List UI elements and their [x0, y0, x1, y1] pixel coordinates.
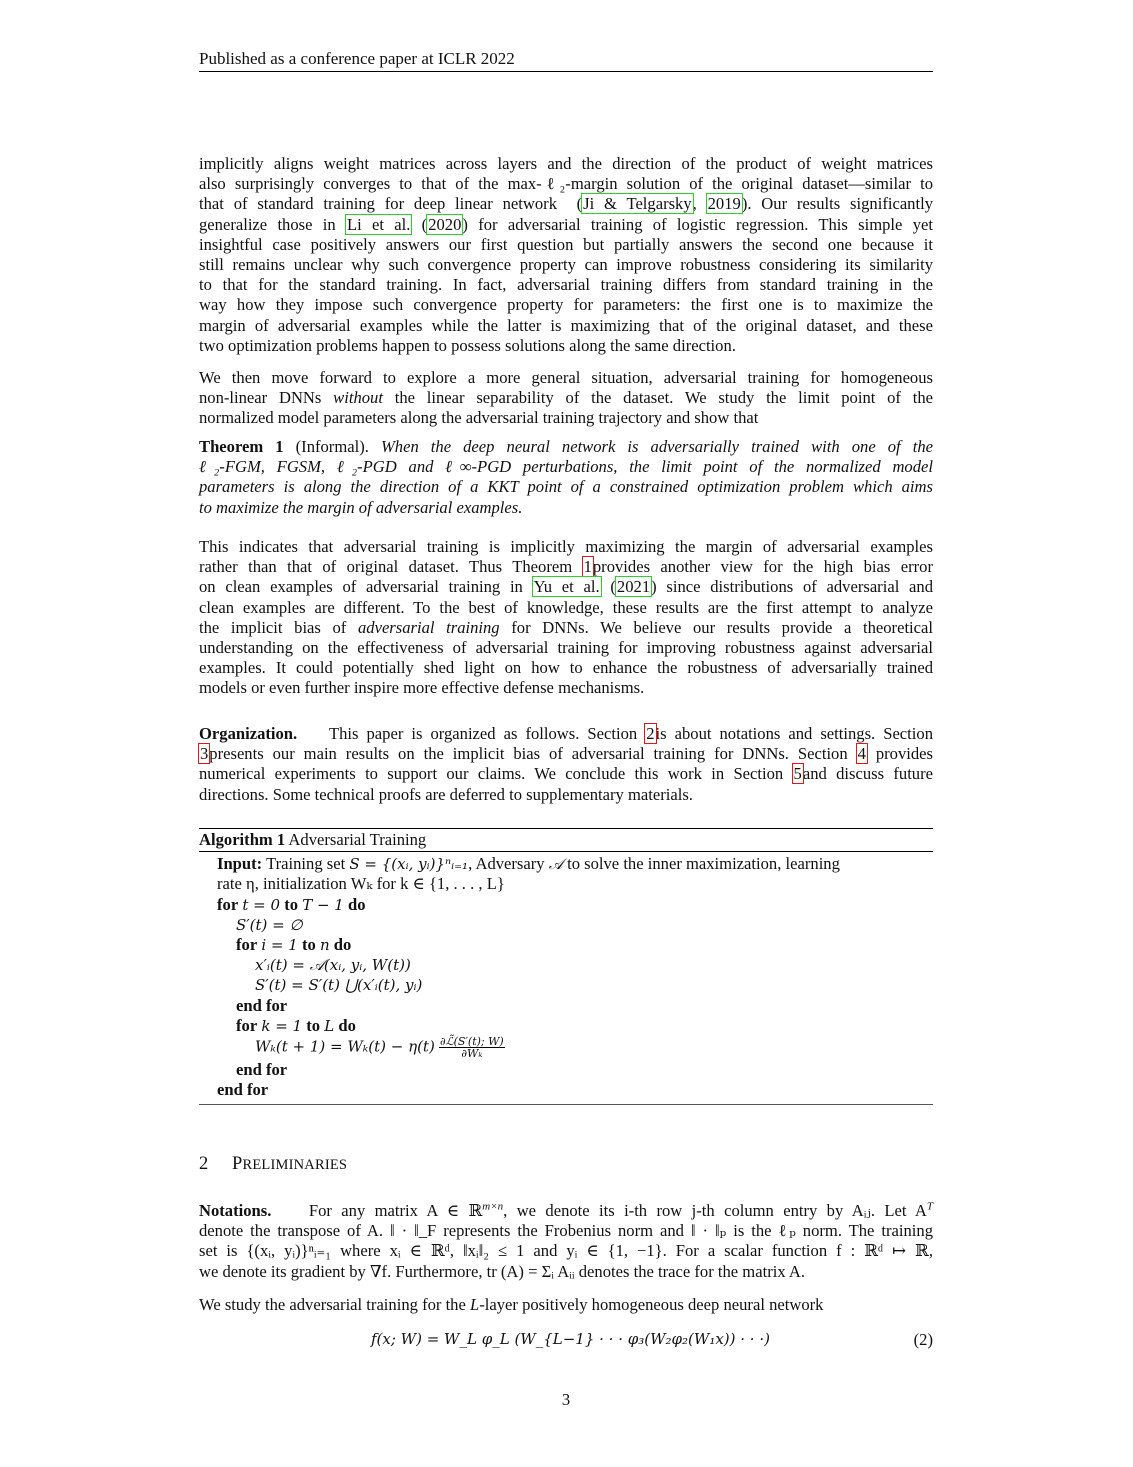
algorithm-end-for: end for	[217, 1080, 269, 1100]
algorithm-for-i: for i = 1 to n do	[236, 935, 352, 955]
theorem-ref-link[interactable]: 1	[583, 557, 592, 577]
text-line: two optimization problems happen to possess solutions along the same direction.	[199, 335, 736, 355]
text-line: Theorem 1 (Informal). When the deep neural network is adversarially trained with one of the	[199, 437, 933, 456]
equation-number: (2)	[913, 1330, 933, 1349]
text-line: set is {(xᵢ, yᵢ)}ⁿᵢ₌₁ where xᵢ ∈ ℝᵈ, ‖xᵢ‖₂ ≤ 1 and yᵢ ∈ {1, −1}. For a scalar function f : ℝᵈ ↦ ℝ,	[199, 1241, 933, 1261]
text-line: to maximize the margin of adversarial examples.	[199, 497, 523, 517]
text-line: denote the transpose of A. ‖ · ‖_F represents the Frobenius norm and ‖ · ‖ₚ is the ℓₚ norm. The training	[199, 1221, 933, 1241]
section-ref-link-5[interactable]: 5	[793, 764, 802, 784]
paragraph-label: Organization.	[199, 724, 298, 743]
text-line: examples. It could potentially shed light on how to enhance the robustness of adversarially trained	[199, 658, 933, 678]
paragraph-label: Notations.	[199, 1201, 272, 1220]
section-heading: 2 PRELIMINARIES	[199, 1154, 348, 1174]
text-line: Notations. For any matrix A ∈ ℝ$^{m\times n}$, we denote its i-th row j-th column entry by Aᵢⱼ. Let $A^T$	[199, 1200, 934, 1220]
algorithm-1	[199, 828, 933, 1105]
text-line: implicitly aligns weight matrices across layers and the direction of the product of weight matrices	[199, 154, 933, 173]
organization-paragraph	[199, 724, 933, 805]
text-line: numerical experiments to support our claims. We conclude this work in Section 5and discuss future	[199, 764, 933, 784]
text-line: We then move forward to explore a more general situation, adversarial training for homogeneous	[199, 368, 933, 387]
algorithm-input: Input: Training set S = {(xᵢ, yᵢ)}ⁿᵢ₌₁, Adversary 𝒜 to solve the inner maximization, learning	[217, 854, 840, 874]
theorem-label: Theorem 1	[199, 437, 284, 456]
text-line: non-linear DNNs without the linear separability of the dataset. We study the limit point of the	[199, 388, 933, 408]
notations-paragraph	[199, 1201, 933, 1282]
text-line: directions. Some technical proofs are deferred to supplementary materials.	[199, 784, 693, 804]
text-line: ℓ₂-FGM, FGSM, ℓ₂-PGD and ℓ∞-PGD perturbations, the limit point of the normalized model	[199, 457, 933, 477]
text-line: This indicates that adversarial training is implicitly maximizing the margin of adversarial examples	[199, 537, 933, 556]
text-line: the implicit bias of adversarial training for DNNs. We believe our results provide a theoretical	[199, 617, 934, 637]
algorithm-init-set: S′(t) = ∅	[236, 915, 303, 934]
text-line: insightful case positively answers our first question but partially answers the second one because it	[199, 234, 933, 254]
text-line: that of standard training for deep linear network (Ji & Telgarsky, 2019). Our results significantly	[199, 194, 933, 214]
algorithm-for-k: for k = 1 to L do	[236, 1015, 356, 1035]
emphasis: without	[333, 388, 383, 408]
section-ref-link-3[interactable]: 3	[200, 744, 209, 764]
section-ref-link-2[interactable]: 2	[646, 724, 655, 743]
page-number: 3	[561, 1390, 571, 1409]
equation-2	[199, 1330, 933, 1352]
text-line: normalized model parameters along the adversarial training trajectory and show that	[199, 408, 759, 428]
section-ref-link-4[interactable]: 4	[857, 744, 866, 764]
text-line: understanding on the effectiveness of adversarial training for improving robustness against adversarial	[199, 638, 933, 658]
citation-link-ji-year[interactable]: 2019	[707, 194, 741, 214]
algorithm-adv-step: x′ᵢ(t) = 𝒜(xᵢ, yᵢ, W(t))	[255, 956, 411, 975]
theorem-1	[199, 437, 933, 518]
intro-paragraph	[199, 154, 933, 356]
citation-link-li[interactable]: Li et al.	[346, 214, 411, 234]
algorithm-for-t: for t = 0 to T − 1 do	[217, 894, 366, 914]
citation-link-yu[interactable]: Yu et al.	[533, 577, 600, 597]
text-line: generalize those in Li et al. (2020) for adversarial training of logistic regression. This simple yet	[199, 214, 933, 234]
text-line: still remains unclear why such convergence property can improve robustness considering its similarity	[199, 255, 933, 275]
text-line: margin of adversarial examples while the latter is maximizing that of the original dataset, and these	[199, 315, 933, 335]
text-line: clean examples are different. To the best of knowledge, these results are the first attempt to analyze	[199, 597, 933, 617]
gradient-fraction: $\frac{\text{∂ℒ̃(S′(t); W)}}{\text{∂Wₖ}}$	[439, 1035, 504, 1061]
algorithm-end-for: end for	[236, 995, 288, 1015]
algorithm-end-for: end for	[236, 1060, 288, 1080]
general-situation-paragraph	[199, 368, 933, 429]
citation-link-ji-telgarsky[interactable]: Ji & Telgarsky	[583, 194, 692, 214]
algorithm-title: Algorithm 1 Adversarial Training	[199, 829, 933, 852]
text-line: also surprisingly converges to that of the max-ℓ₂-margin solution of the original dataset—similar to	[199, 174, 933, 194]
text-line: We study the adversarial training for the L-layer positively homogeneous deep neural network	[199, 1295, 824, 1314]
text-line: we denote its gradient by ∇f. Furthermore, tr (A) = Σᵢ Aᵢᵢ denotes the trace for the matrix A.	[199, 1261, 805, 1281]
algorithm-update-step: Wₖ(t + 1) = Wₖ(t) − η(t) $\frac{\text{∂ℒ̃(S′(t); W)}}{\text{∂Wₖ}}$	[255, 1035, 504, 1061]
implications-paragraph	[199, 537, 933, 699]
equation-body: f(x; W) = W_L φ_L (W_{L−1} · · · φ₃(W₂φ₂(W₁x)) · · ·)	[371, 1330, 770, 1348]
text-line: on clean examples of adversarial training in Yu et al. (2021) since distributions of adversarial and	[199, 577, 934, 597]
text-line: rather than that of original dataset. Thus Theorem 1provides another view for the high bias error	[199, 557, 933, 577]
running-header: Published as a conference paper at ICLR 2022	[199, 48, 933, 72]
text-line: Organization. This paper is organized as follows. Section 2is about notations and settings. Section	[199, 724, 933, 743]
text-line: 3presents our main results on the implicit bias of adversarial training for DNNs. Section 4 provides	[200, 744, 934, 764]
citation-link-li-year[interactable]: 2020	[428, 214, 462, 234]
study-paragraph	[199, 1295, 933, 1315]
algorithm-union-step: S′(t) = S′(t) ⋃(x′ᵢ(t), yᵢ)	[255, 976, 423, 995]
citation-link-yu-year[interactable]: 2021	[616, 577, 651, 597]
text-line: to that for the standard training. In fact, adversarial training differs from standard training in the	[199, 275, 933, 295]
text-line: models or even further inspire more effective defense mechanisms.	[199, 678, 645, 698]
text-line: way how they impose such convergence property for parameters: the first one is to maximize the	[199, 295, 933, 315]
text-line: parameters is along the direction of a KKT point of a constrained optimization problem which aims	[199, 477, 933, 497]
algorithm-input-cont: rate η, initialization Wₖ for k ∈ {1, . . . , L}	[217, 874, 505, 894]
